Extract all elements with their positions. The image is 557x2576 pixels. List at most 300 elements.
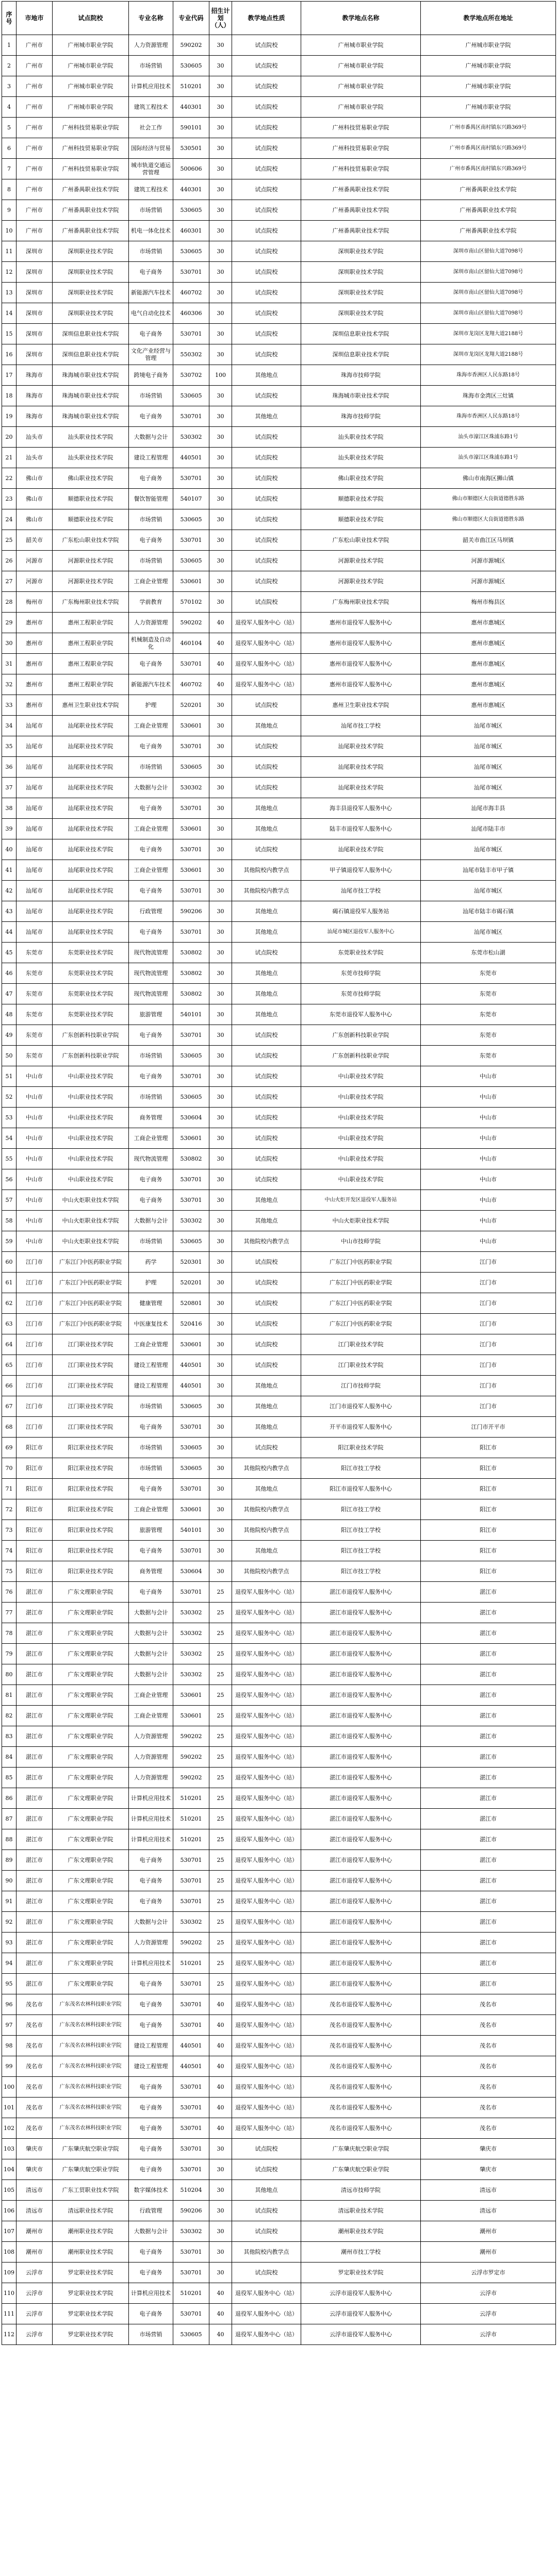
cell-major: 建设工程管理	[129, 2056, 173, 2077]
cell-quota: 40	[209, 1994, 232, 2015]
cell-site-name: 阳江市技工学校	[301, 1541, 421, 1561]
cell-major-code: 530302	[173, 1603, 209, 1623]
cell-school: 深圳信息职业技术学院	[53, 324, 129, 344]
cell-major-code: 530701	[173, 798, 209, 819]
cell-city: 汕尾市	[17, 757, 53, 778]
cell-school: 广东文理职业学院	[53, 1582, 129, 1603]
cell-site-address: 汕尾市城区	[421, 839, 556, 860]
cell-major: 人力资源管理	[129, 613, 173, 633]
cell-site-address: 云浮市罗定市	[421, 2263, 556, 2283]
cell-site-type: 试点院校	[232, 159, 301, 179]
cell-site-address: 广州市番禺区南村镇东兴路369号	[421, 118, 556, 138]
cell-major: 市场营销	[129, 757, 173, 778]
cell-site-type: 试点院校	[232, 778, 301, 798]
cell-site-address: 深圳市南山区留仙大道7098号	[421, 303, 556, 324]
cell-index: 49	[2, 1025, 17, 1046]
cell-index: 22	[2, 468, 17, 489]
cell-site-type: 试点院校	[232, 448, 301, 468]
cell-site-type: 试点院校	[232, 97, 301, 118]
cell-site-name: 茂名市退役军人服务中心	[301, 2077, 421, 2098]
cell-school: 广州科技贸易职业学院	[53, 159, 129, 179]
table-body	[2, 35, 556, 2345]
cell-major-code: 530701	[173, 1169, 209, 1190]
cell-major-code: 530702	[173, 365, 209, 386]
cell-school: 东莞职业技术学院	[53, 1004, 129, 1025]
table-row	[2, 778, 556, 798]
table-row	[2, 1149, 556, 1169]
cell-site-type: 其他院校内教学点	[232, 881, 301, 901]
cell-quota: 25	[209, 1664, 232, 1685]
cell-site-address: 东莞市	[421, 1004, 556, 1025]
cell-site-name: 中山职业技术学院	[301, 1169, 421, 1190]
cell-school: 罗定职业技术学院	[53, 2283, 129, 2304]
cell-site-name: 广州科技贸易职业学院	[301, 118, 421, 138]
cell-quota: 30	[209, 592, 232, 613]
cell-site-type: 试点院校	[232, 324, 301, 344]
cell-major: 电子商务	[129, 2242, 173, 2263]
cell-site-address: 中山市	[421, 1128, 556, 1149]
cell-site-type: 其他地点	[232, 1396, 301, 1417]
cell-major: 电子商务	[129, 530, 173, 551]
cell-site-name: 深圳职业技术学院	[301, 262, 421, 283]
cell-site-name: 深圳信息职业技术学院	[301, 344, 421, 365]
cell-major-code: 530701	[173, 2159, 209, 2180]
cell-school: 阳江职业技术学院	[53, 1541, 129, 1561]
cell-site-type: 退役军人服务中心（站）	[232, 1644, 301, 1664]
table-row	[2, 571, 556, 592]
cell-site-type: 试点院校	[232, 592, 301, 613]
cell-major: 工商企业管理	[129, 819, 173, 839]
cell-city: 佛山市	[17, 489, 53, 509]
cell-index: 102	[2, 2118, 17, 2139]
cell-site-address: 中山市	[421, 1149, 556, 1169]
cell-site-type: 其他地点	[232, 819, 301, 839]
cell-quota: 30	[209, 798, 232, 819]
cell-school: 江门职业技术学院	[53, 1417, 129, 1438]
table-row	[2, 1004, 556, 1025]
cell-site-address: 东莞市	[421, 984, 556, 1004]
cell-major-code: 520201	[173, 1273, 209, 1293]
cell-index: 18	[2, 386, 17, 406]
cell-site-address: 云浮市	[421, 2304, 556, 2324]
cell-city: 汕尾市	[17, 778, 53, 798]
cell-school: 中山职业技术学院	[53, 1087, 129, 1108]
header-major: 专业名称	[129, 2, 173, 35]
cell-school: 罗定职业技术学院	[53, 2324, 129, 2345]
cell-major-code: 530601	[173, 1706, 209, 1726]
cell-major: 大数据与会计	[129, 1603, 173, 1623]
table-row	[2, 427, 556, 448]
cell-major: 市场营销	[129, 386, 173, 406]
cell-city: 茂名市	[17, 2015, 53, 2036]
cell-city: 韶关市	[17, 530, 53, 551]
cell-site-address: 东莞市	[421, 1025, 556, 1046]
cell-site-name: 广州城市职业学院	[301, 76, 421, 97]
cell-index: 25	[2, 530, 17, 551]
table-row	[2, 1953, 556, 1974]
cell-major: 电子商务	[129, 2263, 173, 2283]
cell-major-code: 530302	[173, 1644, 209, 1664]
cell-school: 中山火炬职业技术学院	[53, 1231, 129, 1252]
cell-site-name: 湛江市退役军人服务中心	[301, 1829, 421, 1850]
table-row	[2, 695, 556, 716]
table-row	[2, 1768, 556, 1788]
cell-index: 85	[2, 1768, 17, 1788]
cell-index: 44	[2, 922, 17, 943]
cell-site-name: 湛江市退役军人服务中心	[301, 1603, 421, 1623]
cell-major: 旅游管理	[129, 1520, 173, 1541]
cell-index: 66	[2, 1376, 17, 1396]
cell-quota: 30	[209, 571, 232, 592]
cell-site-type: 退役军人服务中心（站）	[232, 1685, 301, 1706]
cell-site-type: 试点院校	[232, 200, 301, 221]
cell-major-code: 460306	[173, 303, 209, 324]
cell-site-address: 汕尾市城区	[421, 757, 556, 778]
cell-site-address: 阳江市	[421, 1438, 556, 1458]
cell-school: 广州城市职业学院	[53, 56, 129, 76]
cell-index: 87	[2, 1809, 17, 1829]
cell-site-type: 试点院校	[232, 2201, 301, 2221]
cell-major: 工商企业管理	[129, 1499, 173, 1520]
table-row	[2, 881, 556, 901]
cell-site-name: 阳江市技工学校	[301, 1561, 421, 1582]
cell-city: 广州市	[17, 159, 53, 179]
cell-city: 深圳市	[17, 344, 53, 365]
cell-index: 46	[2, 963, 17, 984]
cell-city: 云浮市	[17, 2263, 53, 2283]
cell-major-code: 530604	[173, 1561, 209, 1582]
cell-site-name: 深圳职业技术学院	[301, 303, 421, 324]
cell-school: 阳江职业技术学院	[53, 1520, 129, 1541]
cell-school: 惠州工程职业学院	[53, 674, 129, 695]
cell-quota: 30	[209, 262, 232, 283]
cell-site-address: 湛江市	[421, 1871, 556, 1891]
cell-school: 汕尾职业技术学院	[53, 736, 129, 757]
table-row	[2, 344, 556, 365]
cell-major: 电子商务	[129, 1891, 173, 1912]
cell-major-code: 590202	[173, 1933, 209, 1953]
cell-site-address: 中山市	[421, 1169, 556, 1190]
cell-index: 100	[2, 2077, 17, 2098]
table-row	[2, 1211, 556, 1231]
cell-major-code: 440501	[173, 1355, 209, 1376]
cell-major-code: 440501	[173, 448, 209, 468]
cell-school: 汕尾职业技术学院	[53, 922, 129, 943]
cell-site-type: 退役军人服务中心（站）	[232, 1891, 301, 1912]
cell-index: 64	[2, 1334, 17, 1355]
cell-quota: 30	[209, 1293, 232, 1314]
cell-site-type: 其他院校内教学点	[232, 1499, 301, 1520]
cell-major: 市场营销	[129, 1458, 173, 1479]
cell-site-address: 清远市	[421, 2201, 556, 2221]
cell-quota: 30	[209, 344, 232, 365]
table-row	[2, 984, 556, 1004]
cell-site-type: 退役军人服务中心（站）	[232, 1664, 301, 1685]
cell-site-address: 汕尾市城区	[421, 736, 556, 757]
cell-school: 江门职业技术学院	[53, 1376, 129, 1396]
cell-site-name: 汕尾市城区退役军人服务中心	[301, 922, 421, 943]
cell-site-name: 广州城市职业学院	[301, 56, 421, 76]
cell-site-address: 广州番禺职业技术学院	[421, 221, 556, 241]
table-row	[2, 118, 556, 138]
cell-school: 深圳信息职业技术学院	[53, 344, 129, 365]
cell-site-name: 顺德职业技术学院	[301, 489, 421, 509]
cell-index: 89	[2, 1850, 17, 1871]
cell-quota: 30	[209, 56, 232, 76]
cell-quota: 30	[209, 138, 232, 159]
cell-quota: 30	[209, 283, 232, 303]
table-row	[2, 1355, 556, 1376]
cell-site-type: 试点院校	[232, 1293, 301, 1314]
cell-city: 广州市	[17, 200, 53, 221]
cell-major-code: 530701	[173, 1479, 209, 1499]
cell-school: 广东茂名农林科技职业学院	[53, 2098, 129, 2118]
cell-major-code: 520801	[173, 1293, 209, 1314]
cell-site-name: 茂名市退役军人服务中心	[301, 2056, 421, 2077]
cell-major-code: 530701	[173, 1582, 209, 1603]
cell-quota: 30	[209, 1417, 232, 1438]
cell-site-name: 广州城市职业学院	[301, 35, 421, 56]
cell-city: 东莞市	[17, 984, 53, 1004]
cell-site-name: 云浮市退役军人服务中心	[301, 2324, 421, 2345]
cell-major: 建设工程管理	[129, 1376, 173, 1396]
cell-site-type: 试点院校	[232, 76, 301, 97]
cell-major: 电子商务	[129, 839, 173, 860]
cell-school: 广东肇庆航空职业学院	[53, 2139, 129, 2159]
cell-site-name: 中山职业技术学院	[301, 1087, 421, 1108]
cell-site-address: 广州市番禺区南村镇东兴路369号	[421, 159, 556, 179]
table-row	[2, 1396, 556, 1417]
cell-index: 75	[2, 1561, 17, 1582]
cell-quota: 25	[209, 1623, 232, 1644]
header-quota: 招生计划（人）	[209, 2, 232, 35]
cell-quota: 30	[209, 1149, 232, 1169]
cell-major: 机电一体化技术	[129, 221, 173, 241]
cell-index: 50	[2, 1046, 17, 1066]
cell-major-code: 530701	[173, 2077, 209, 2098]
cell-school: 广东创新科技职业学院	[53, 1046, 129, 1066]
cell-major: 现代物流管理	[129, 963, 173, 984]
cell-site-name: 惠州卫生职业技术学院	[301, 695, 421, 716]
cell-site-address: 汕尾市城区	[421, 716, 556, 736]
cell-index: 84	[2, 1747, 17, 1768]
cell-site-type: 退役军人服务中心（站）	[232, 1603, 301, 1623]
cell-school: 广东茂名农林科技职业学院	[53, 2015, 129, 2036]
table-row	[2, 1231, 556, 1252]
cell-index: 31	[2, 654, 17, 674]
cell-site-name: 湛江市退役军人服务中心	[301, 1747, 421, 1768]
cell-site-address: 阳江市	[421, 1541, 556, 1561]
cell-major: 市场营销	[129, 551, 173, 571]
cell-index: 71	[2, 1479, 17, 1499]
cell-major: 大数据与会计	[129, 1623, 173, 1644]
table-row	[2, 200, 556, 221]
cell-major-code: 530701	[173, 324, 209, 344]
cell-index: 14	[2, 303, 17, 324]
table-row	[2, 654, 556, 674]
cell-site-address: 中山市	[421, 1108, 556, 1128]
cell-major-code: 530605	[173, 551, 209, 571]
cell-site-name: 深圳职业技术学院	[301, 283, 421, 303]
cell-quota: 30	[209, 303, 232, 324]
cell-major: 电子商务	[129, 1169, 173, 1190]
cell-city: 阳江市	[17, 1541, 53, 1561]
table-row	[2, 1128, 556, 1149]
cell-school: 广州番禺职业技术学院	[53, 221, 129, 241]
cell-index: 36	[2, 757, 17, 778]
table-row	[2, 1788, 556, 1809]
cell-city: 东莞市	[17, 1004, 53, 1025]
cell-index: 68	[2, 1417, 17, 1438]
cell-quota: 25	[209, 1953, 232, 1974]
cell-quota: 30	[209, 200, 232, 221]
cell-site-name: 东莞职业技术学院	[301, 943, 421, 963]
cell-school: 广东文理职业学院	[53, 1685, 129, 1706]
cell-site-name: 中山火炬职业技术学院	[301, 1211, 421, 1231]
cell-school: 广东茂名农林科技职业学院	[53, 2118, 129, 2139]
cell-city: 湛江市	[17, 1664, 53, 1685]
cell-major-code: 590101	[173, 118, 209, 138]
cell-site-address: 中山市	[421, 1087, 556, 1108]
cell-site-address: 东莞市松山湖	[421, 943, 556, 963]
cell-index: 110	[2, 2283, 17, 2304]
cell-major: 电子商务	[129, 324, 173, 344]
table-row	[2, 1974, 556, 1994]
cell-major-code: 530601	[173, 1499, 209, 1520]
cell-school: 汕尾职业技术学院	[53, 757, 129, 778]
cell-site-type: 其他院校内教学点	[232, 2242, 301, 2263]
cell-major-code: 530601	[173, 716, 209, 736]
cell-site-type: 试点院校	[232, 179, 301, 200]
cell-site-address: 佛山市南海区狮山镇	[421, 468, 556, 489]
cell-quota: 25	[209, 1706, 232, 1726]
table-row	[2, 922, 556, 943]
cell-site-name: 中山火炬开发区退役军人服务站	[301, 1190, 421, 1211]
cell-city: 东莞市	[17, 963, 53, 984]
cell-major-code: 530701	[173, 1190, 209, 1211]
cell-index: 80	[2, 1664, 17, 1685]
cell-index: 19	[2, 406, 17, 427]
cell-city: 江门市	[17, 1396, 53, 1417]
cell-school: 河源职业技术学院	[53, 551, 129, 571]
cell-site-name: 开平市退役军人服务中心	[301, 1417, 421, 1438]
cell-site-type: 试点院校	[232, 839, 301, 860]
cell-index: 21	[2, 448, 17, 468]
cell-site-type: 试点院校	[232, 530, 301, 551]
cell-major: 计算机应用技术	[129, 1829, 173, 1850]
cell-major: 电子商务	[129, 2015, 173, 2036]
cell-major: 新能源汽车技术	[129, 283, 173, 303]
cell-site-name: 广州番禺职业技术学院	[301, 200, 421, 221]
cell-index: 43	[2, 901, 17, 922]
cell-site-type: 其他地点	[232, 1479, 301, 1499]
cell-index: 82	[2, 1706, 17, 1726]
cell-city: 汕尾市	[17, 881, 53, 901]
cell-major: 电子商务	[129, 1479, 173, 1499]
cell-quota: 25	[209, 1788, 232, 1809]
cell-city: 江门市	[17, 1293, 53, 1314]
cell-site-type: 其他地点	[232, 963, 301, 984]
cell-major: 电子商务	[129, 1974, 173, 1994]
cell-site-name: 汕头职业技术学院	[301, 448, 421, 468]
cell-site-type: 其他地点	[232, 365, 301, 386]
cell-major: 电子商务	[129, 1541, 173, 1561]
cell-quota: 25	[209, 1850, 232, 1871]
table-row	[2, 1314, 556, 1334]
cell-city: 汕尾市	[17, 839, 53, 860]
cell-major-code: 530701	[173, 468, 209, 489]
cell-site-name: 湛江市退役军人服务中心	[301, 1726, 421, 1747]
cell-site-address: 湛江市	[421, 1664, 556, 1685]
cell-major: 大数据与会计	[129, 2221, 173, 2242]
cell-city: 中山市	[17, 1108, 53, 1128]
cell-major: 人力资源管理	[129, 1933, 173, 1953]
cell-site-type: 试点院校	[232, 344, 301, 365]
cell-site-name: 甲子镇退役军人服务中心	[301, 860, 421, 881]
cell-quota: 30	[209, 1499, 232, 1520]
cell-quota: 30	[209, 1128, 232, 1149]
cell-city: 湛江市	[17, 1871, 53, 1891]
cell-city: 湛江市	[17, 1603, 53, 1623]
cell-school: 广州城市职业学院	[53, 35, 129, 56]
cell-major: 新能源汽车技术	[129, 674, 173, 695]
cell-school: 阳江职业技术学院	[53, 1458, 129, 1479]
cell-quota: 30	[209, 489, 232, 509]
cell-major-code: 530802	[173, 943, 209, 963]
table-row	[2, 860, 556, 881]
cell-major-code: 530601	[173, 819, 209, 839]
table-row	[2, 1066, 556, 1087]
cell-site-address: 中山市	[421, 1190, 556, 1211]
cell-index: 65	[2, 1355, 17, 1376]
cell-quota: 30	[209, 406, 232, 427]
cell-city: 江门市	[17, 1273, 53, 1293]
cell-site-name: 阳江市技工学校	[301, 1458, 421, 1479]
table-row	[2, 179, 556, 200]
cell-site-name: 广东梅州职业技术学院	[301, 592, 421, 613]
cell-school: 中山职业技术学院	[53, 1149, 129, 1169]
cell-site-address: 惠州市惠城区	[421, 633, 556, 654]
cell-site-name: 广东松山职业技术学院	[301, 530, 421, 551]
cell-major: 商务管理	[129, 1561, 173, 1582]
cell-school: 广东文理职业学院	[53, 1664, 129, 1685]
cell-index: 8	[2, 179, 17, 200]
cell-school: 广州科技贸易职业学院	[53, 118, 129, 138]
cell-major-code: 530701	[173, 2242, 209, 2263]
cell-site-type: 试点院校	[232, 736, 301, 757]
cell-major: 城市轨道交通运营管理	[129, 159, 173, 179]
cell-site-type: 退役军人服务中心（站）	[232, 1871, 301, 1891]
cell-school: 阳江职业技术学院	[53, 1499, 129, 1520]
cell-school: 阳江职业技术学院	[53, 1438, 129, 1458]
cell-site-name: 东莞市技师学院	[301, 963, 421, 984]
cell-city: 茂名市	[17, 2118, 53, 2139]
cell-index: 30	[2, 633, 17, 654]
cell-school: 广东江门中医药职业学院	[53, 1314, 129, 1334]
cell-school: 汕尾职业技术学院	[53, 839, 129, 860]
cell-index: 59	[2, 1231, 17, 1252]
header-school: 试点院校	[53, 2, 129, 35]
cell-major-code: 550302	[173, 344, 209, 365]
cell-site-address: 惠州市惠城区	[421, 674, 556, 695]
cell-major-code: 510201	[173, 1788, 209, 1809]
cell-major-code: 530605	[173, 200, 209, 221]
cell-index: 63	[2, 1314, 17, 1334]
cell-city: 湛江市	[17, 1933, 53, 1953]
cell-site-type: 试点院校	[232, 1273, 301, 1293]
cell-site-name: 中山职业技术学院	[301, 1128, 421, 1149]
cell-major: 社会工作	[129, 118, 173, 138]
